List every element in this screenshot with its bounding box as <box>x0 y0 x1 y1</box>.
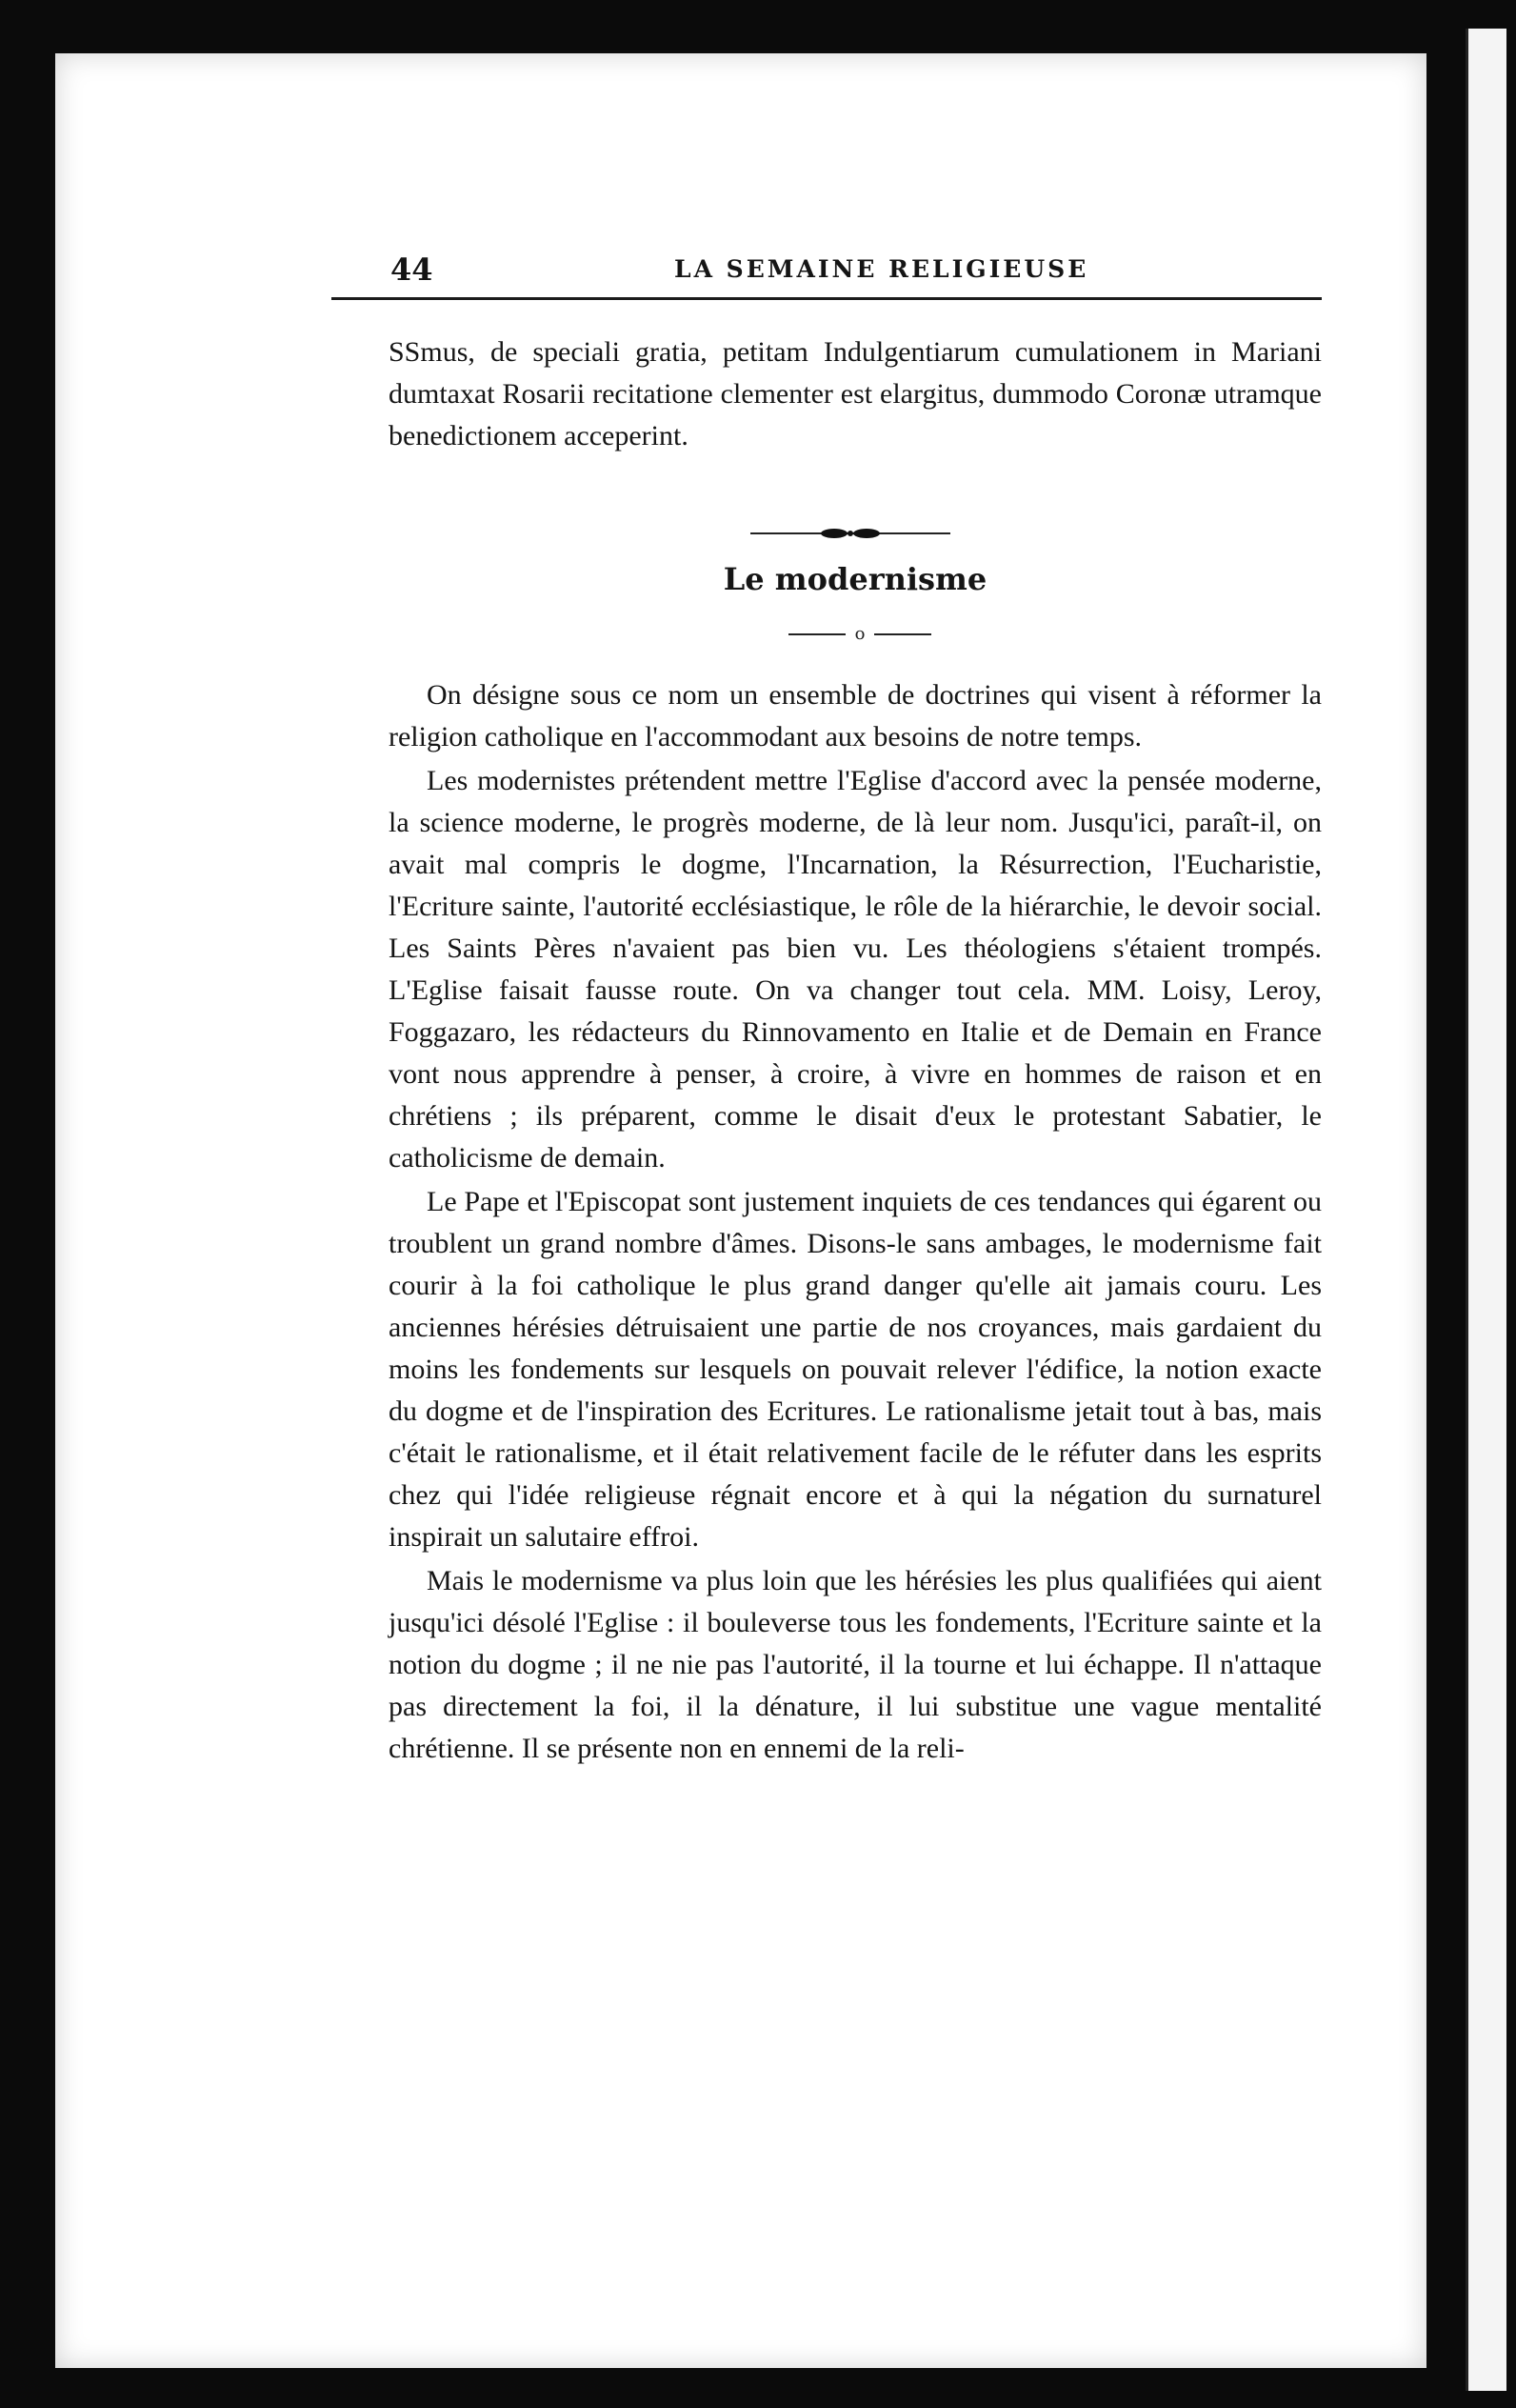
section-divider <box>788 627 931 642</box>
facing-page-edge <box>1466 29 1506 2391</box>
divider-mark: o <box>854 627 866 642</box>
paragraph-4: Mais le modernisme va plus loin que les hérésies les plus qualifiées qui aient jusqu'ici désolé l'Eglise : il bouleverse tous les fondements, l'Ecriture sainte et la notion du dogme ; il ne nie pas l'autorité, il la tourne et lui échappe. Il n'attaque pas directement la foi, il la dénature, il lui substitue une vague mentalité chrétienne. Il se présente non en ennemi de la reli- <box>389 1565 1322 1764</box>
ornament-rule <box>750 524 950 543</box>
article-body <box>389 674 1322 1772</box>
page-number: 44 <box>390 251 433 288</box>
running-head <box>331 232 1322 300</box>
divider-rule <box>788 627 931 642</box>
paragraph-3: Le Pape et l'Episcopat sont justement inquiets de ces tendances qui égarent ou troublent un grand nombre d'âmes. Disons-le sans ambages, le modernisme fait courir à la foi catholique le plus grand danger qu'elle ait jamais couru. Les anciennes hérésies détruisaient une partie de nos croyances, mais gardaient du moins les fondements sur lesquels on pouvait relever l'édifice, la notion exacte du dogme et de l'inspiration des Ecritures. Le rationalisme jetait tout à bas, mais c'était le rationalisme, et il était relativement facile de le réfuter dans les esprits chez qui l'idée religieuse régnait encore et à qui la négation du surnaturel inspirait un salutaire effroi. <box>389 1186 1322 1553</box>
paragraph-1: On désigne sous ce nom un ensemble de doctrines qui visent à réformer la religion catholique en l'accommodant aux besoins de notre temps. <box>389 679 1322 752</box>
paragraph-2: Les modernistes prétendent mettre l'Eglise d'accord avec la pensée moderne, la science moderne, le progrès moderne, de là leur nom. Jusqu'ici, paraît-il, on avait mal compris le dogme, l'Incarnation, la Résurrection, l'Eucharistie, l'Ecriture sainte, l'autorité ecclésiastique, le rôle de la hiérarchie, le devoir social. Les Saints Pères n'avaient pas bien vu. Les théologiens s'étaient trompés. L'Eglise faisait fausse route. On va changer tout cela. MM. Loisy, Leroy, Foggazaro, les rédacteurs du Rinnovamento en Italie et de Demain en France vont nous apprendre à penser, à croire, à vivre en hommes de raison et en chrétiens ; ils préparent, comme le disait d'eux le protestant Sabatier, le catholicisme de demain. <box>389 765 1322 1174</box>
page-content <box>331 232 1322 1764</box>
intro-paragraph: SSmus, de speciali gratia, petitam Indulgentiarum cumulationem in Mariani dumtaxat Rosarii recitatione clementer est elargitus, dummodo Coronæ utramque benedictionem acceperint. <box>389 336 1322 452</box>
document-page <box>55 53 1426 2368</box>
section-title: Le modernisme <box>723 561 987 597</box>
journal-title: LA SEMAINE RELIGIEUSE <box>674 255 1089 283</box>
